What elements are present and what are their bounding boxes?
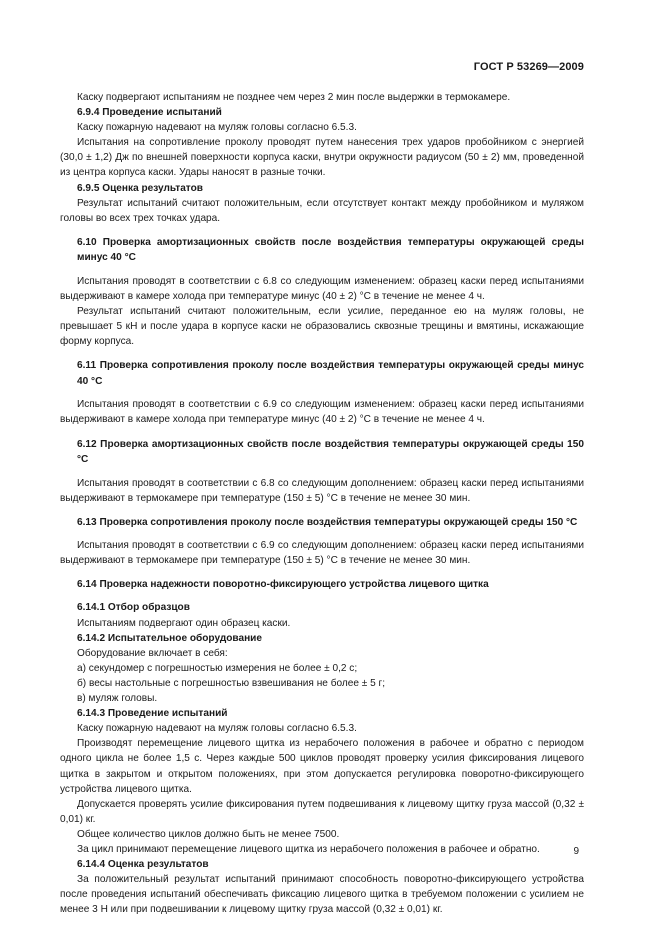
paragraph: Испытания проводят в соответствии с 6.8 со следующим дополнением: образец каски перед испытаниями выдерживают в термокамере при температуре (150 ± 5) °С в течение не менее 30 мин. xyxy=(60,477,584,504)
paragraph: Общее количество циклов должно быть не менее 7500. xyxy=(77,828,340,840)
paragraph: Испытаниям подвергают один образец каски. xyxy=(77,617,291,629)
paragraph: Каску пожарную надевают на муляж головы согласно 6.5.3. xyxy=(77,723,357,735)
paragraph: Допускается проверять усилие фиксирования путем подвешивания к лицевому щитку груза массой (0,32 ± 0,01) кг. xyxy=(60,798,584,825)
subsection-heading: 6.9.4 Проведение испытаний xyxy=(77,107,222,119)
document-header: ГОСТ Р 53269—2009 xyxy=(473,61,584,73)
paragraph: Результат испытаний считают положительным, если усилие, переданное ею на муляж головы, не превышает 5 кН и после удара в корпусе каски не образовались сквозные трещины и вмятины, искажающие форму корпуса. xyxy=(60,306,584,348)
section-heading: 6.14 Проверка надежности поворотно-фиксирующего устройства лицевого щитка xyxy=(77,579,489,591)
list-item: б) весы настольные с погрешностью взвешивания не более ± 5 г; xyxy=(77,677,386,689)
paragraph: За положительный результат испытаний принимают способность поворотно-фиксирующего устройства после проведения испытаний обеспечивать фиксацию лицевого щитка в требуемом положении с усилием не менее 3 Н или при подвешивании к лицевому щитку груза массой (0,32 ± 0,01) кг. xyxy=(60,874,584,916)
paragraph: Испытания проводят в соответствии с 6.9 со следующим изменением: образец каски перед испытаниями выдерживают в камере холода при температуре минус (40 ± 2) °С в течение не менее 4 ч. xyxy=(60,399,584,426)
paragraph: Испытания проводят в соответствии с 6.9 со следующим дополнением: образец каски перед испытаниями выдерживают в термокамере при температуре (150 ± 5) °С в течение не менее 30 мин. xyxy=(60,540,584,567)
section-heading: 6.13 Проверка сопротивления проколу после воздействия температуры окружающей среды 150 °С xyxy=(77,516,578,528)
subsection-heading: 6.14.2 Испытательное оборудование xyxy=(77,632,262,644)
paragraph: Результат испытаний считают положительным, если отсутствует контакт между пробойником и муляжом головы во всех трех точках удара. xyxy=(60,197,584,224)
document-body xyxy=(60,90,584,917)
paragraph: Испытания на сопротивление проколу проводят путем нанесения трех ударов пробойником с энергией (30,0 ± 1,2) Дж по внешней поверхности корпуса каски, внутри окружности радиусом (50 ± 2) мм, проведенной из центра корпуса каски. Удары наносят в разные точки. xyxy=(60,137,584,179)
section-heading: 6.10 Проверка амортизационных свойств после воздействия температуры окружающей среды минус 40 °С xyxy=(77,236,584,264)
paragraph: Оборудование включает в себя: xyxy=(77,647,228,659)
section-heading: 6.12 Проверка амортизационных свойств после воздействия температуры окружающей среды 150 °С xyxy=(77,438,584,465)
paragraph: За цикл принимают перемещение лицевого щитка из нерабочего положения в рабочее и обратно. xyxy=(77,843,540,855)
section-heading: 6.11 Проверка сопротивления проколу после воздействия температуры окружающей среды минус 40 °С xyxy=(77,360,584,387)
paragraph: Каску пожарную надевают на муляж головы согласно 6.5.3. xyxy=(77,122,357,134)
subsection-heading: 6.9.5 Оценка результатов xyxy=(77,182,203,194)
subsection-heading: 6.14.1 Отбор образцов xyxy=(77,602,190,614)
list-item: а) секундомер с погрешностью измерения не более ± 0,2 с; xyxy=(77,662,358,674)
subsection-heading: 6.14.4 Оценка результатов xyxy=(77,859,209,871)
subsection-heading: 6.14.3 Проведение испытаний xyxy=(77,708,228,720)
paragraph: Производят перемещение лицевого щитка из нерабочего положения в рабочее и обратно с периодом одного цикла не более 1,5 с. Через каждые 500 циклов проводят проверку усилия фиксирования лицевого щитка в закрытом и открытом положениях, при этом допускается регулировка поворотно-фиксирующего устройства лицевого щитка. xyxy=(60,738,584,795)
paragraph: Испытания проводят в соответствии с 6.8 со следующим изменением: образец каски перед испытаниями выдерживают в камере холода при температуре минус (40 ± 2) °С в течение не менее 4 ч. xyxy=(60,275,584,302)
list-item: в) муляж головы. xyxy=(77,693,158,705)
page-number: 9 xyxy=(573,846,579,857)
paragraph: Каску подвергают испытаниям не позднее чем через 2 мин после выдержки в термокамере. xyxy=(77,92,511,103)
